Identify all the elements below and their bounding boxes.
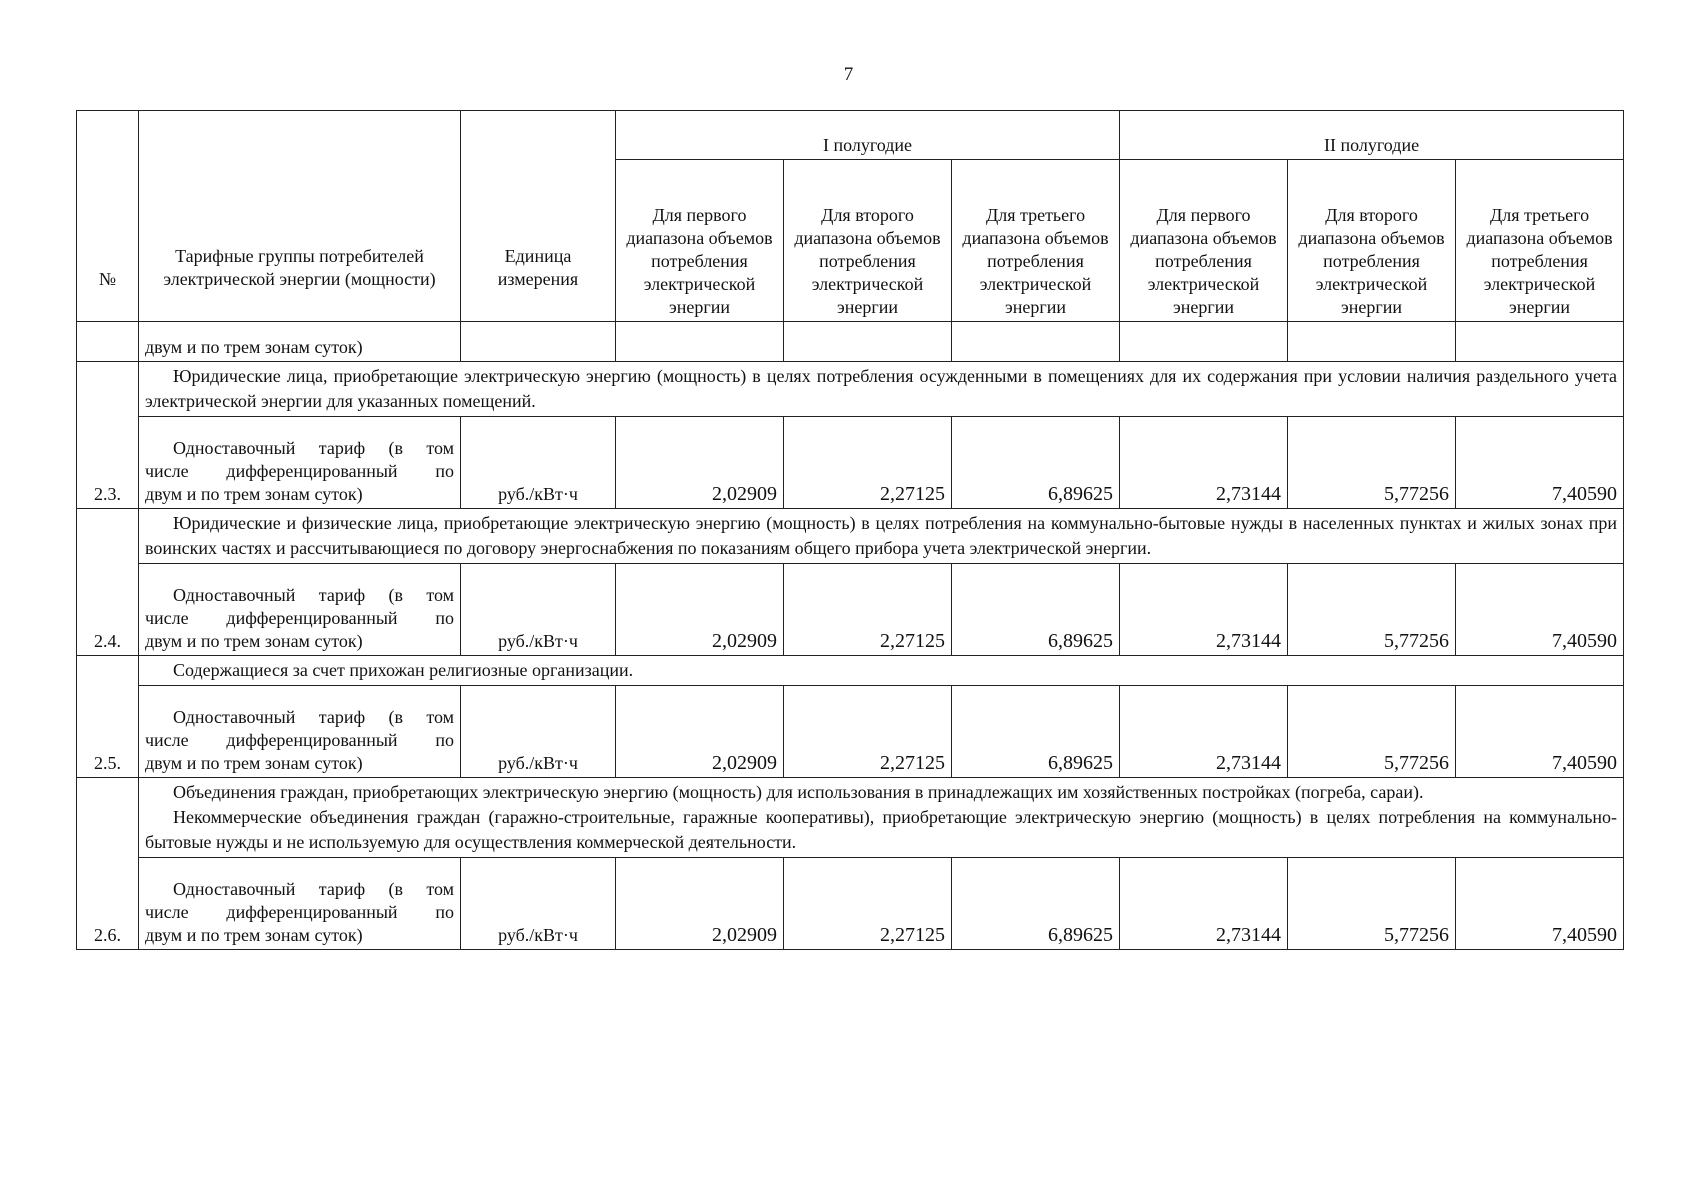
tariff-row — [77, 858, 1624, 950]
tariff-label-line: Одноставочный тариф (в том — [173, 585, 454, 605]
tariff-label-line: числе дифференцированный по — [145, 608, 454, 628]
tariff-label — [139, 686, 461, 778]
section-num: 2.6. — [77, 778, 139, 950]
header-range-h1-3: Для третьего диапазона объемов потребления электрической энергии — [952, 160, 1120, 322]
unit-cell: руб./кВт·ч — [461, 858, 616, 950]
tariff-label-line: двум и по трем зонам суток) — [145, 631, 363, 651]
value-cell: 2,73144 — [1120, 858, 1288, 950]
value-cell: 7,40590 — [1456, 417, 1624, 509]
value-cell: 2,02909 — [616, 858, 784, 950]
header-range-h2-1: Для первого диапазона объемов потребления электрической энергии — [1120, 160, 1288, 322]
unit-cell: руб./кВт·ч — [461, 564, 616, 656]
section-num: 2.3. — [77, 362, 139, 509]
tariff-label — [139, 417, 461, 509]
section-description — [139, 656, 1624, 686]
header-range-h2-2: Для второго диапазона объемов потребления электрической энергии — [1288, 160, 1456, 322]
header-group: Тарифные группы потребителей электрической энергии (мощности) — [139, 111, 461, 322]
value-cell: 6,89625 — [952, 858, 1120, 950]
value-cell: 2,27125 — [784, 858, 952, 950]
value-cell: 6,89625 — [952, 564, 1120, 656]
continuation-num — [77, 322, 139, 362]
value-cell: 7,40590 — [1456, 564, 1624, 656]
value-cell: 2,73144 — [1120, 564, 1288, 656]
unit-cell: руб./кВт·ч — [461, 686, 616, 778]
value-cell: 5,77256 — [1288, 564, 1456, 656]
header-num: № — [77, 111, 139, 322]
section-num: 2.5. — [77, 656, 139, 778]
value-cell: 5,77256 — [1288, 686, 1456, 778]
value-cell: 2,73144 — [1120, 686, 1288, 778]
tariff-row — [77, 417, 1624, 509]
tariff-label-line: Одноставочный тариф (в том — [173, 879, 454, 899]
section-description-para: Объединения граждан, приобретающих электрическую энергию (мощность) для использования в принадлежащих им хозяйственных постройках (погреба, сараи). — [173, 782, 1424, 802]
tariff-label-line: Одноставочный тариф (в том — [173, 438, 454, 458]
value-cell: 6,89625 — [952, 686, 1120, 778]
section-num: 2.4. — [77, 509, 139, 656]
header-row-1 — [77, 111, 1624, 160]
tariff-label — [139, 858, 461, 950]
tariff-label-line: числе дифференцированный по — [145, 902, 454, 922]
tariff-label-line: двум и по трем зонам суток) — [145, 484, 363, 504]
page-number: 7 — [843, 64, 854, 85]
value-cell: 7,40590 — [1456, 858, 1624, 950]
value-cell: 5,77256 — [1288, 858, 1456, 950]
header-half-2: II полугодие — [1120, 111, 1624, 160]
section-desc-row — [77, 362, 1624, 417]
value-cell: 2,02909 — [616, 417, 784, 509]
section-description-para: Содержащиеся за счет прихожан религиозные организации. — [173, 660, 634, 680]
section-desc-row — [77, 509, 1624, 564]
tariff-row — [77, 686, 1624, 778]
tariff-label-line: двум и по трем зонам суток) — [145, 925, 363, 945]
tariff-label-line: двум и по трем зонам суток) — [145, 753, 363, 773]
header-range-h1-2: Для второго диапазона объемов потребления электрической энергии — [784, 160, 952, 322]
tariff-table — [76, 110, 1624, 950]
section-description-para: Юридические лица, приобретающие электрическую энергию (мощность) в целях потребления осужденными в помещениях для их содержания при условии наличия раздельного учета электрической энергии для указанных помещений. — [145, 366, 1618, 411]
section-description — [139, 778, 1624, 858]
value-cell: 6,89625 — [952, 417, 1120, 509]
tariff-label-line: Одноставочный тариф (в том — [173, 707, 454, 727]
section-description — [139, 509, 1624, 564]
header-range-h2-3: Для третьего диапазона объемов потребления электрической энергии — [1456, 160, 1624, 322]
value-cell: 7,40590 — [1456, 686, 1624, 778]
tariff-row — [77, 564, 1624, 656]
value-cell: 2,73144 — [1120, 417, 1288, 509]
section-desc-row — [77, 656, 1624, 686]
value-cell: 2,27125 — [784, 686, 952, 778]
unit-cell: руб./кВт·ч — [461, 417, 616, 509]
section-description-para: Некоммерческие объединения граждан (гаражно-строительные, гаражные кооперативы), приобретающие электрическую энергию (мощность) в целях потребления на коммунально-бытовые нужды и не используемую для осуществления коммерческой деятельности. — [145, 807, 1618, 852]
tariff-label — [139, 564, 461, 656]
section-description-para: Юридические и физические лица, приобретающие электрическую энергию (мощность) в целях потребления на коммунально-бытовые нужды в населенных пунктах и жилых зонах при воинских частях и рассчитывающиеся по договору энергоснабжения по показаниям общего прибора учета электрической энергии. — [145, 513, 1618, 558]
continuation-row — [77, 322, 1624, 362]
header-half-1: I полугодие — [616, 111, 1120, 160]
value-cell: 2,02909 — [616, 564, 784, 656]
value-cell: 2,27125 — [784, 564, 952, 656]
section-desc-row — [77, 778, 1624, 858]
value-cell: 2,27125 — [784, 417, 952, 509]
header-range-h1-1: Для первого диапазона объемов потребления электрической энергии — [616, 160, 784, 322]
tariff-label-line: числе дифференцированный по — [145, 461, 454, 481]
continuation-text: двум и по трем зонам суток) — [139, 322, 461, 362]
value-cell: 5,77256 — [1288, 417, 1456, 509]
value-cell: 2,02909 — [616, 686, 784, 778]
header-unit: Единица измерения — [461, 111, 616, 322]
section-description — [139, 362, 1624, 417]
tariff-label-line: числе дифференцированный по — [145, 730, 454, 750]
